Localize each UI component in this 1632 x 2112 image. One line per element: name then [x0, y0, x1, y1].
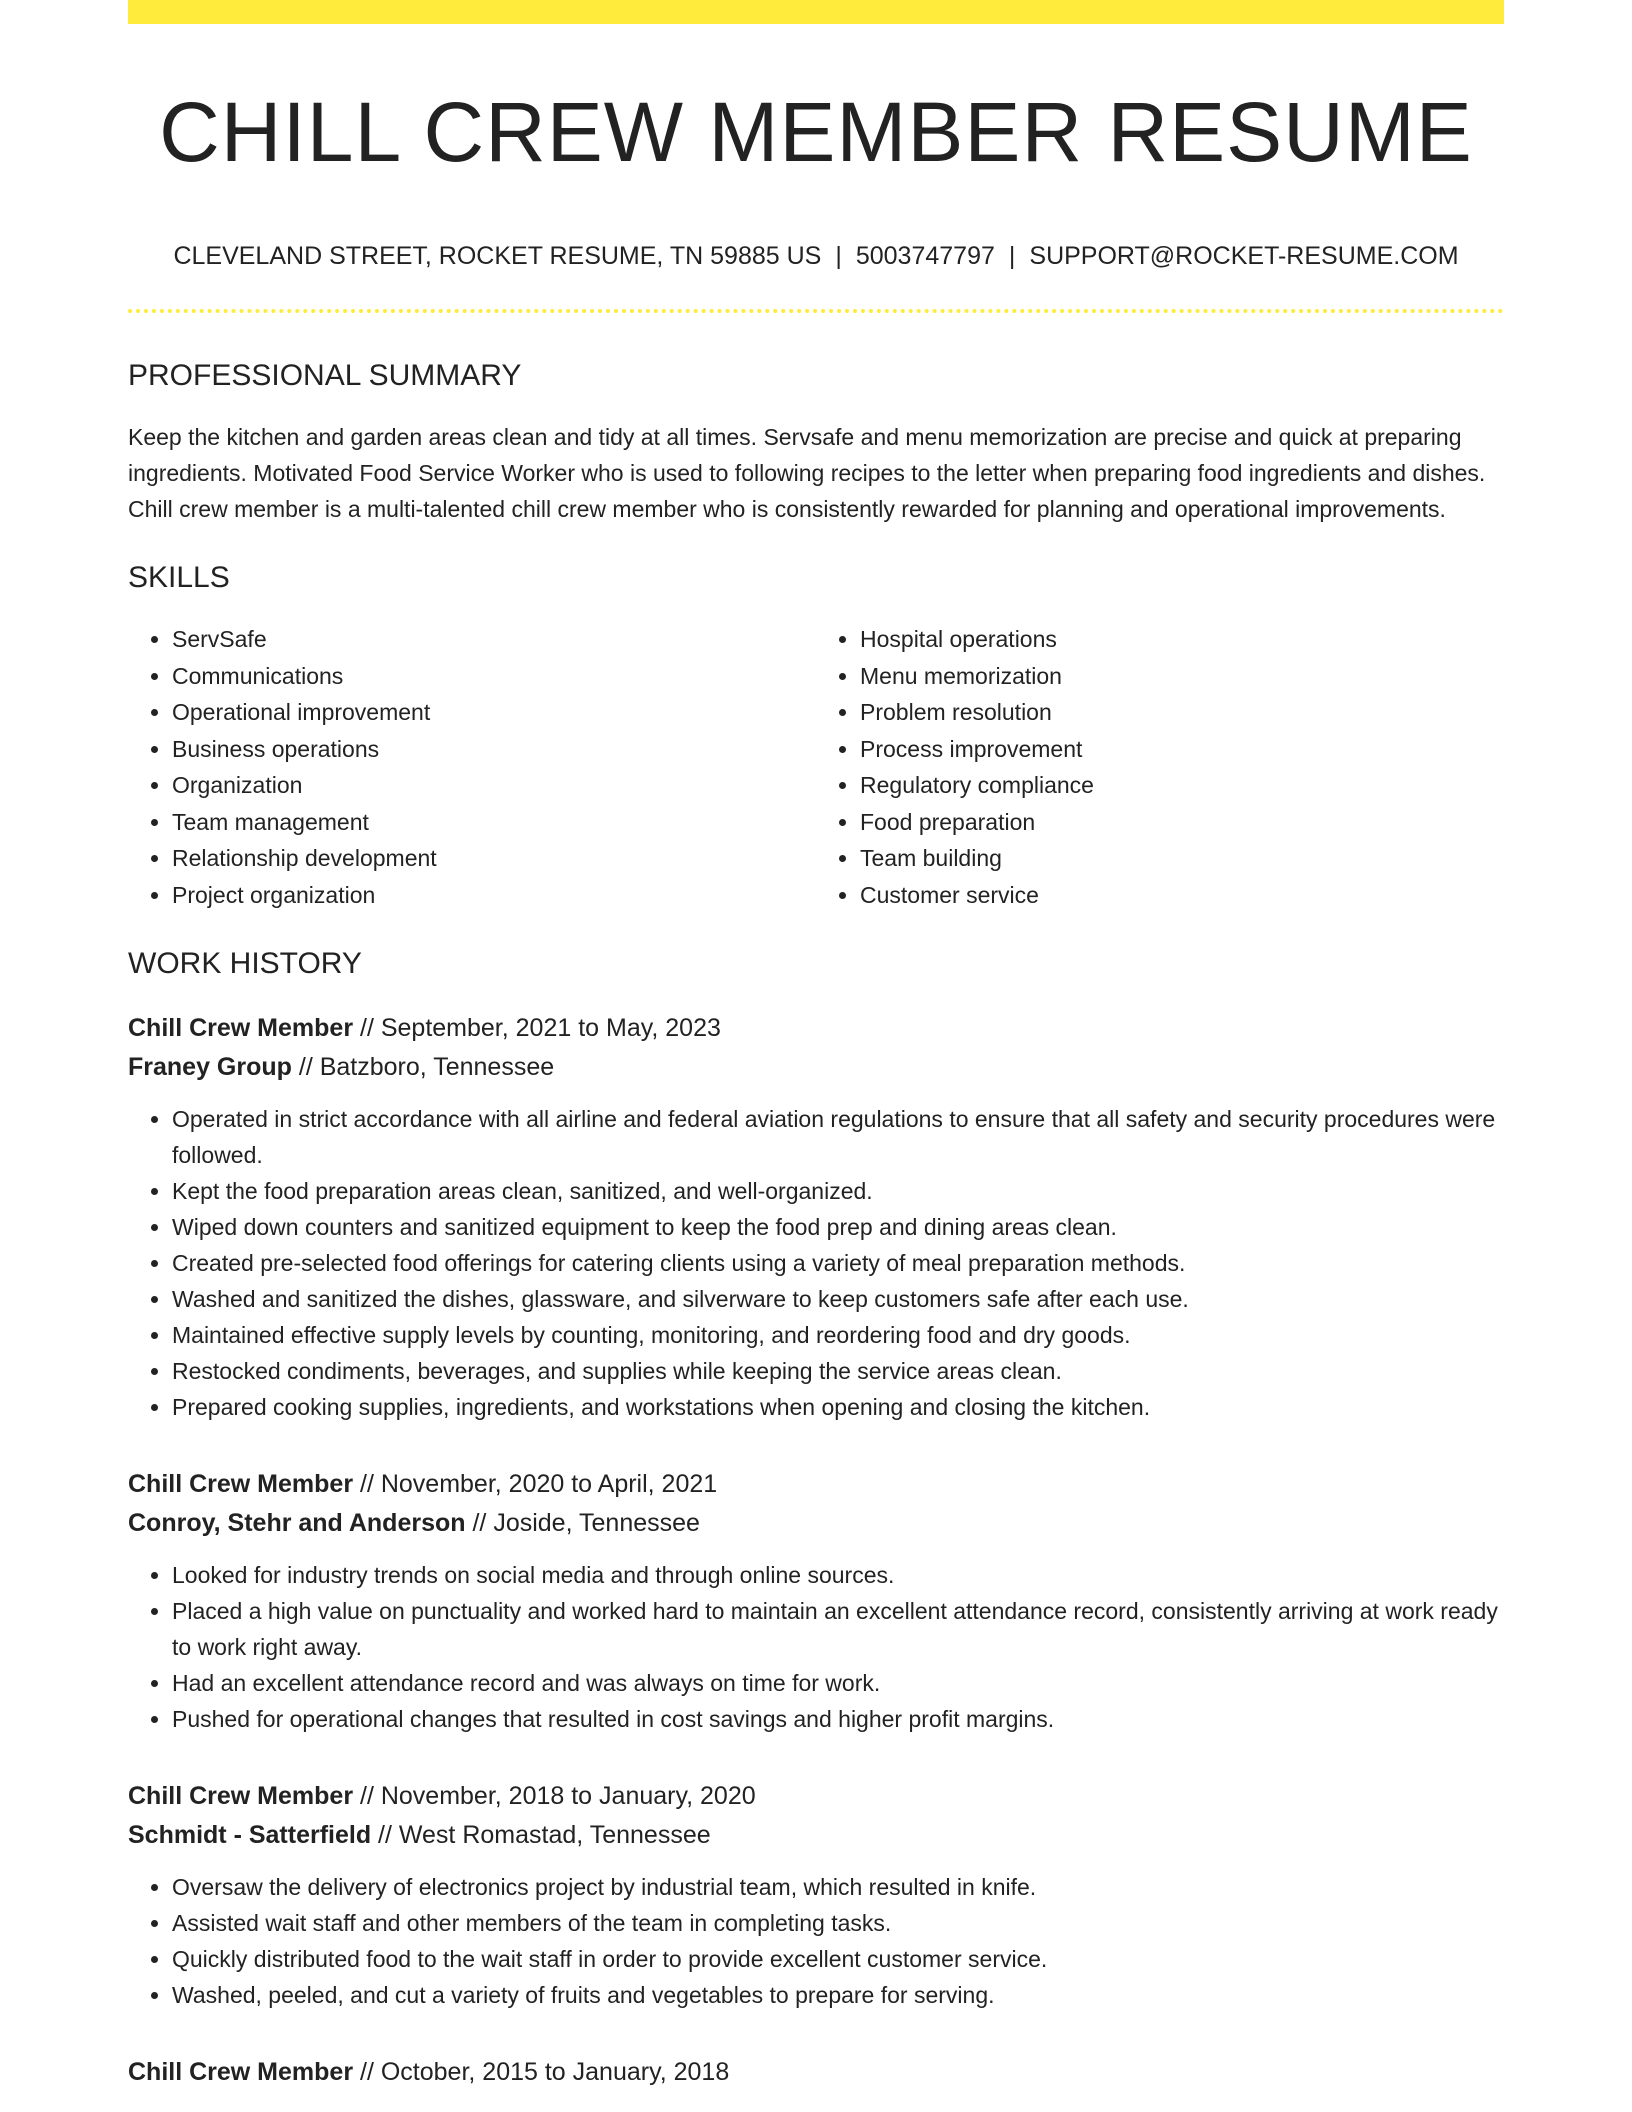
job-role: Chill Crew Member: [128, 1470, 354, 1499]
skill-item: • Food preparation: [860, 804, 1504, 841]
resume-title: CHILL CREW MEMBER RESUME: [159, 85, 1473, 179]
contact-separator: |: [1008, 242, 1016, 271]
job-bullet: • Created pre-selected food offerings for catering clients using a variety of meal preparation methods.: [172, 1245, 1504, 1281]
job-bullet: • Placed a high value on punctuality and worked hard to maintain an excellent attendance record, consistently arriving at work ready to work right away.: [172, 1593, 1504, 1665]
job-company: Franey Group: [128, 1053, 292, 1082]
job-bullet: • Assisted wait staff and other members of the team in completing tasks.: [172, 1905, 1504, 1941]
summary-heading: PROFESSIONAL SUMMARY: [128, 359, 522, 393]
skill-item: • Team building: [860, 840, 1504, 877]
job-company-line: [128, 1504, 1504, 1543]
dotted-divider: [128, 309, 1504, 313]
contact-address: CLEVELAND STREET, ROCKET RESUME, TN 59885 US: [173, 242, 822, 271]
accent-top-bar: [128, 0, 1504, 24]
job-dates: // October, 2015 to January, 2018: [353, 2058, 730, 2087]
skill-item: • Customer service: [860, 877, 1504, 914]
job-bullets: [128, 1557, 1504, 1737]
job-dates: // September, 2021 to May, 2023: [353, 1014, 721, 1043]
job-dates: // November, 2018 to January, 2020: [353, 1782, 756, 1811]
job-title-line: [128, 1009, 1504, 1048]
skill-item: • Team management: [172, 804, 816, 841]
skill-item: • Menu memorization: [860, 658, 1504, 695]
skill-item: • Operational improvement: [172, 694, 816, 731]
job-bullet: • Had an excellent attendance record and was always on time for work.: [172, 1665, 1504, 1701]
job-dates: // November, 2020 to April, 2021: [353, 1470, 718, 1499]
job-bullet: • Oversaw the delivery of electronics project by industrial team, which resulted in knife.: [172, 1869, 1504, 1905]
skill-item: • Business operations: [172, 731, 816, 768]
job-bullets: [128, 1101, 1504, 1425]
skills-heading: SKILLS: [128, 561, 230, 595]
skill-item: • ServSafe: [172, 621, 816, 658]
job-bullet: • Quickly distributed food to the wait staff in order to provide excellent customer service.: [172, 1941, 1504, 1977]
job-title-line: [128, 1777, 1504, 1816]
work-history-heading: WORK HISTORY: [128, 947, 362, 981]
job-role: Chill Crew Member: [128, 2058, 354, 2087]
job-bullet: • Prepared cooking supplies, ingredients, and workstations when opening and closing the kitchen.: [172, 1389, 1504, 1425]
job-entry: [128, 1009, 1504, 1425]
job-company-line: [128, 1816, 1504, 1855]
job-company-line: [128, 1048, 1504, 1087]
contact-email: SUPPORT@ROCKET-RESUME.COM: [1029, 242, 1459, 271]
job-bullets: [128, 1869, 1504, 2013]
job-bullet: • Pushed for operational changes that resulted in cost savings and higher profit margins.: [172, 1701, 1504, 1737]
skill-item: • Problem resolution: [860, 694, 1504, 731]
job-location: // Joside, Tennessee: [465, 1509, 700, 1538]
job-bullet: • Operated in strict accordance with all airline and federal aviation regulations to ensure that all safety and security procedures were followed.: [172, 1101, 1504, 1173]
skill-item: • Project organization: [172, 877, 816, 914]
job-bullet: • Wiped down counters and sanitized equipment to keep the food prep and dining areas clean.: [172, 1209, 1504, 1245]
job-company: Schmidt - Satterfield: [128, 1821, 372, 1850]
job-bullet: • Restocked condiments, beverages, and supplies while keeping the service areas clean.: [172, 1353, 1504, 1389]
skill-item: • Relationship development: [172, 840, 816, 877]
skill-item: • Process improvement: [860, 731, 1504, 768]
skills-column-left: [128, 621, 816, 913]
job-bullet: • Kept the food preparation areas clean, sanitized, and well-organized.: [172, 1173, 1504, 1209]
summary-text: Keep the kitchen and garden areas clean and tidy at all times. Servsafe and menu memorization are precise and quick at preparing ingredients. Motivated Food Service Worker who is used to following recipes to the letter when preparing food ingredients and dishes. Chill crew member is a multi-talented chill crew member who is consistently rewarded for planning and operational improvements.: [128, 424, 1486, 523]
job-role: Chill Crew Member: [128, 1782, 354, 1811]
skills-column-right: [816, 621, 1504, 913]
job-title-line: [128, 2053, 1504, 2092]
job-entry: [128, 1777, 1504, 2013]
job-title-line: [128, 1465, 1504, 1504]
job-location: // West Romastad, Tennessee: [371, 1821, 711, 1850]
contact-separator: |: [835, 242, 842, 271]
job-company: Conroy, Stehr and Anderson: [128, 1509, 466, 1538]
skill-item: • Organization: [172, 767, 816, 804]
job-entry: [128, 2053, 1504, 2092]
skills-list: [128, 621, 1504, 913]
job-entry: [128, 1465, 1504, 1737]
resume-page: [128, 0, 1504, 2092]
job-bullet: • Looked for industry trends on social media and through online sources.: [172, 1557, 1504, 1593]
job-location: // Batzboro, Tennessee: [291, 1053, 555, 1082]
skill-item: • Regulatory compliance: [860, 767, 1504, 804]
job-bullet: • Maintained effective supply levels by counting, monitoring, and reordering food and dry goods.: [172, 1317, 1504, 1353]
job-bullet: • Washed and sanitized the dishes, glassware, and silverware to keep customers safe after each use.: [172, 1281, 1504, 1317]
skill-item: • Communications: [172, 658, 816, 695]
contact-phone: 5003747797: [855, 242, 995, 271]
skill-item: • Hospital operations: [860, 621, 1504, 658]
contact-line: [128, 242, 1504, 271]
job-bullet: • Washed, peeled, and cut a variety of fruits and vegetables to prepare for serving.: [172, 1977, 1504, 2013]
job-role: Chill Crew Member: [128, 1014, 354, 1043]
